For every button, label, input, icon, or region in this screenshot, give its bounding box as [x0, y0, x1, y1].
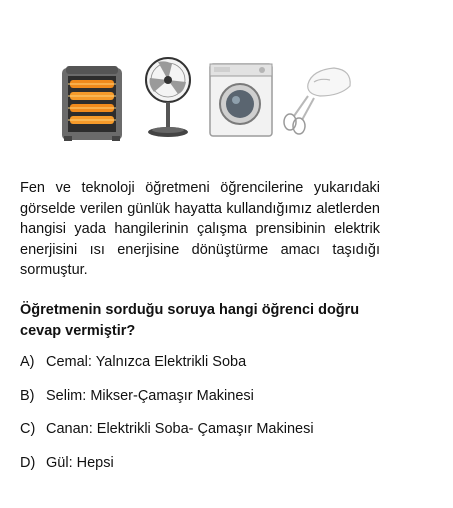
option-b[interactable] [20, 386, 420, 420]
option-text: Cemal: Yalnızca Elektrikli Soba [46, 354, 247, 370]
option-a[interactable] [20, 352, 420, 386]
intro-paragraph: Fen ve teknoloji öğretmeni öğrencilerine yukarıdaki görselde verilen günlük hayatta kullandığımız aletlerden hangisi yada hangilerinin çalışma prensibinin elektrik enerjisini ısı enerjisine dönüştürme amacı taşıdığı sormuştur. [20, 180, 380, 278]
mixer-icon [284, 68, 350, 134]
answer-options [20, 352, 420, 486]
option-letter: B) [20, 387, 35, 404]
fan-icon [146, 58, 190, 137]
option-text: Canan: Elektrikli Soba- Çamaşır Makinesi [46, 421, 314, 437]
appliance-images [50, 52, 360, 142]
option-letter: C) [20, 421, 36, 437]
heater-icon [62, 66, 122, 141]
washing-machine-icon [210, 64, 272, 136]
option-c[interactable] [20, 419, 420, 453]
question-text: Öğretmenin sorduğu soruya hangi öğrenci doğru cevap vermiştir? [20, 302, 360, 339]
option-text: Selim: Mikser-Çamaşır Makinesi [46, 387, 254, 404]
appliance-images-svg [50, 52, 360, 142]
option-letter: D) [20, 454, 36, 471]
option-letter: A) [20, 354, 35, 370]
option-text: Gül: Hepsi [46, 454, 114, 471]
option-d[interactable] [20, 453, 420, 487]
